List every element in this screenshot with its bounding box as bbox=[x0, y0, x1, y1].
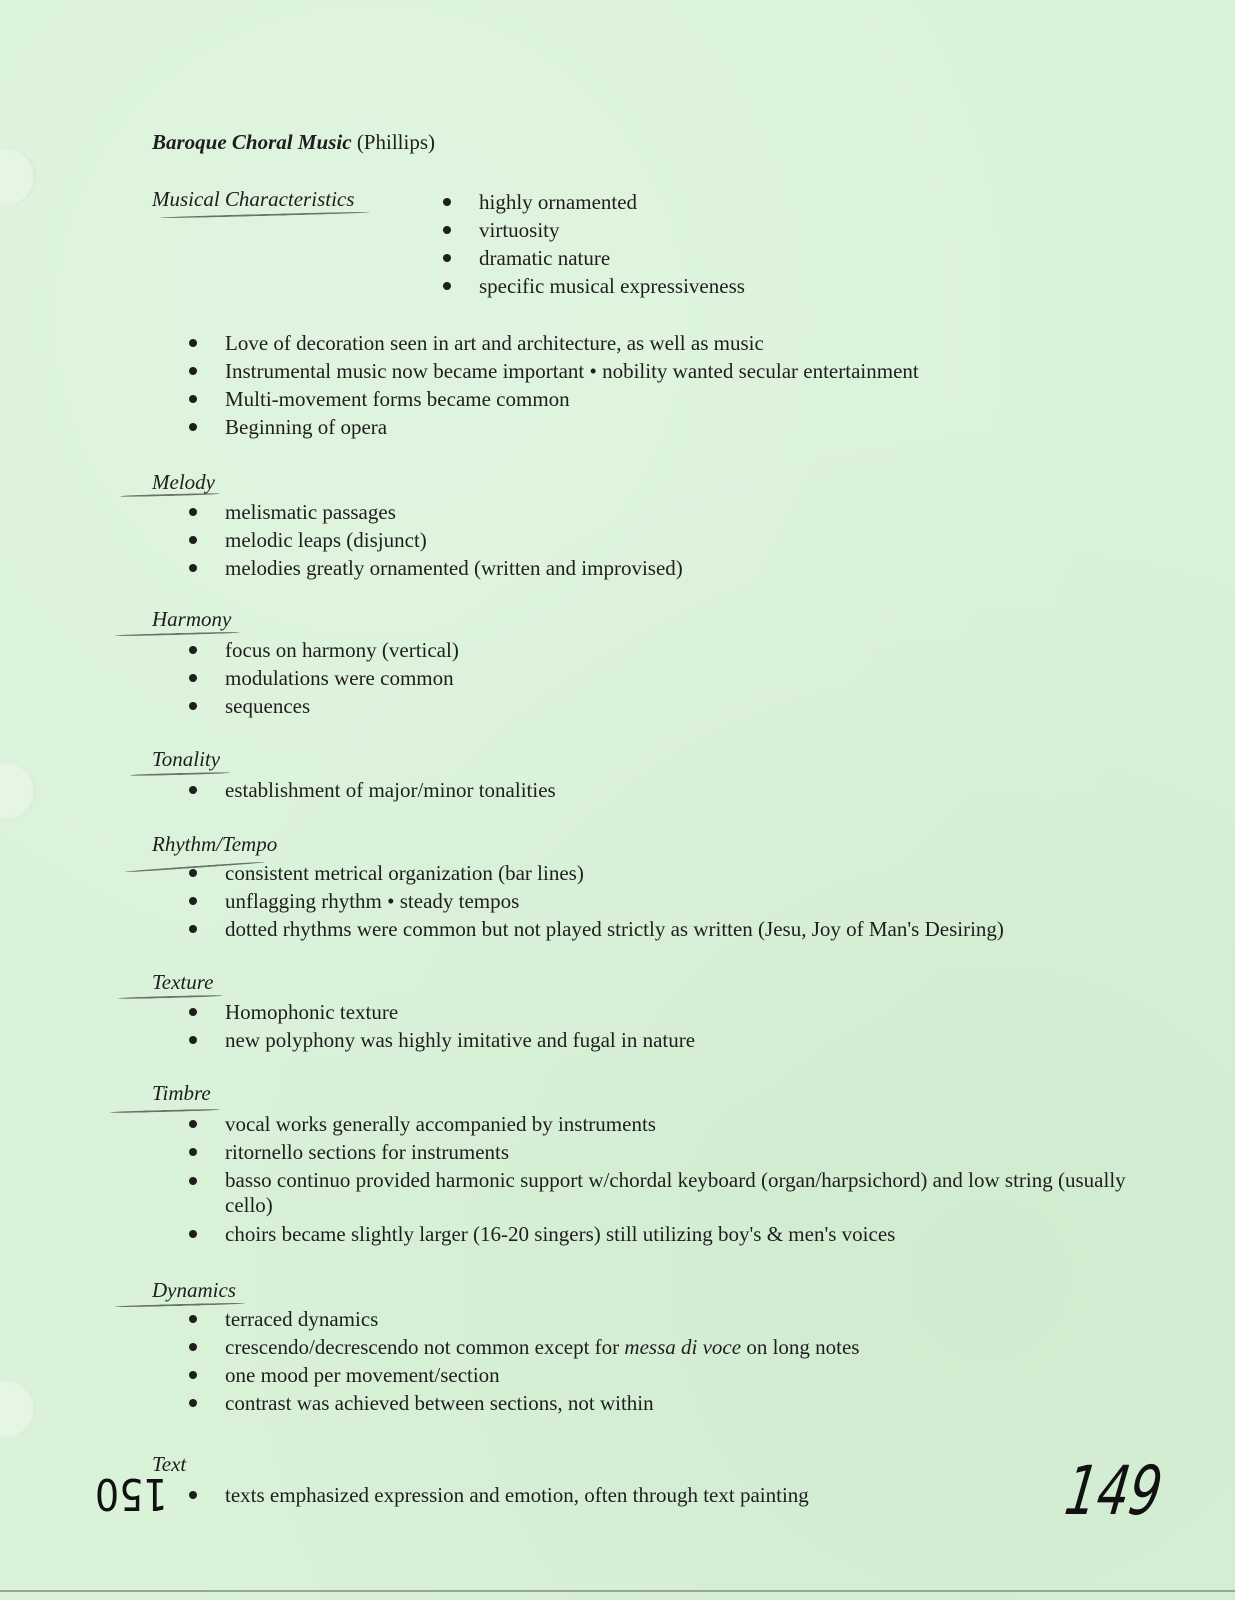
list-timbre bbox=[189, 1110, 1129, 1248]
list-general bbox=[189, 329, 919, 441]
list-item: Instrumental music now became important • nobility wanted secular entertainment bbox=[189, 357, 919, 385]
heading-text: Text bbox=[152, 1452, 187, 1476]
heading-underline-melody bbox=[120, 493, 220, 498]
list-item: Love of decoration seen in art and architecture, as well as music bbox=[189, 329, 919, 357]
list-item: specific musical expressiveness bbox=[443, 272, 745, 300]
bullet-icon bbox=[189, 869, 197, 877]
list-item: modulations were common bbox=[189, 664, 459, 692]
list-harmony bbox=[189, 636, 459, 720]
list-item: new polyphony was highly imitative and fugal in nature bbox=[189, 1026, 695, 1054]
handwritten-page-number-right: 149 bbox=[1060, 1451, 1167, 1531]
list-dynamics bbox=[189, 1305, 859, 1417]
bullet-icon bbox=[443, 198, 451, 206]
bullet-icon bbox=[189, 646, 197, 654]
list-item: sequences bbox=[189, 692, 459, 720]
list-item: one mood per movement/section bbox=[189, 1361, 859, 1389]
bullet-icon bbox=[189, 702, 197, 710]
list-item: texts emphasized expression and emotion, often through text painting bbox=[189, 1481, 809, 1509]
heading-underline-musical-characteristics bbox=[160, 211, 370, 218]
list-texture bbox=[189, 998, 695, 1054]
list-item: unflagging rhythm • steady tempos bbox=[189, 887, 1004, 915]
document-title bbox=[152, 130, 435, 155]
list-item: melodies greatly ornamented (written and improvised) bbox=[189, 554, 683, 582]
heading-tonality: Tonality bbox=[152, 747, 221, 771]
list-item: establishment of major/minor tonalities bbox=[189, 776, 556, 804]
heading-dynamics: Dynamics bbox=[152, 1278, 236, 1302]
list-tonality bbox=[189, 776, 556, 804]
bullet-icon bbox=[189, 1230, 197, 1238]
list-item: melodic leaps (disjunct) bbox=[189, 526, 683, 554]
heading-timbre: Timbre bbox=[152, 1081, 211, 1105]
bullet-icon bbox=[189, 395, 197, 403]
list-item: focus on harmony (vertical) bbox=[189, 636, 459, 664]
list-item: ritornello sections for instruments bbox=[189, 1138, 1129, 1166]
list-item: Beginning of opera bbox=[189, 413, 919, 441]
bullet-icon bbox=[189, 339, 197, 347]
list-musical-characteristics bbox=[443, 188, 745, 300]
document-title-author: (Phillips) bbox=[356, 130, 435, 154]
heading-musical-characteristics: Musical Characteristics bbox=[152, 187, 355, 211]
bullet-icon bbox=[189, 1315, 197, 1323]
bullet-icon bbox=[189, 564, 197, 572]
heading-texture: Texture bbox=[152, 970, 214, 994]
list-item: vocal works generally accompanied by instruments bbox=[189, 1110, 1129, 1138]
list-item: terraced dynamics bbox=[189, 1305, 859, 1333]
list-text bbox=[189, 1481, 809, 1509]
list-item: consistent metrical organization (bar lines) bbox=[189, 859, 1004, 887]
bullet-icon bbox=[189, 897, 197, 905]
bullet-icon bbox=[189, 674, 197, 682]
bullet-icon bbox=[189, 423, 197, 431]
heading-melody: Melody bbox=[152, 470, 215, 494]
bullet-icon bbox=[189, 1399, 197, 1407]
bullet-icon bbox=[189, 1120, 197, 1128]
list-melody bbox=[189, 498, 683, 582]
bullet-icon bbox=[189, 1371, 197, 1379]
list-item: virtuosity bbox=[443, 216, 745, 244]
bullet-icon bbox=[189, 925, 197, 933]
document-title-main: Baroque Choral Music bbox=[152, 130, 352, 154]
list-item: dotted rhythms were common but not played strictly as written (Jesu, Joy of Man's Desiring) bbox=[189, 915, 1004, 943]
list-item: basso continuo provided harmonic support w/chordal keyboard (organ/harpsichord) and low string (usually cello) bbox=[189, 1166, 1129, 1220]
handwritten-page-number-left: 150 bbox=[95, 1468, 168, 1520]
bullet-icon bbox=[443, 254, 451, 262]
list-item: crescendo/decrescendo not common except for messa di voce on long notes bbox=[189, 1333, 859, 1361]
bullet-icon bbox=[189, 536, 197, 544]
list-item: dramatic nature bbox=[443, 244, 745, 272]
italic-term: messa di voce bbox=[624, 1335, 742, 1359]
list-item: choirs became slightly larger (16-20 singers) still utilizing boy's & men's voices bbox=[189, 1220, 1129, 1248]
list-item: Multi-movement forms became common bbox=[189, 385, 919, 413]
bullet-icon bbox=[189, 367, 197, 375]
bullet-icon bbox=[443, 226, 451, 234]
heading-rhythm-tempo: Rhythm/Tempo bbox=[152, 832, 278, 856]
bullet-icon bbox=[189, 1491, 197, 1499]
bullet-icon bbox=[189, 1148, 197, 1156]
bullet-icon bbox=[189, 1008, 197, 1016]
list-item: melismatic passages bbox=[189, 498, 683, 526]
bullet-icon bbox=[443, 282, 451, 290]
list-item: highly ornamented bbox=[443, 188, 745, 216]
heading-harmony: Harmony bbox=[152, 607, 232, 631]
bullet-icon bbox=[189, 1343, 197, 1351]
bullet-icon bbox=[189, 1177, 197, 1185]
list-item: Homophonic texture bbox=[189, 998, 695, 1026]
bullet-icon bbox=[189, 786, 197, 794]
bullet-icon bbox=[189, 1036, 197, 1044]
list-item: contrast was achieved between sections, not within bbox=[189, 1389, 859, 1417]
list-rhythm-tempo bbox=[189, 859, 1004, 943]
bullet-icon bbox=[189, 508, 197, 516]
